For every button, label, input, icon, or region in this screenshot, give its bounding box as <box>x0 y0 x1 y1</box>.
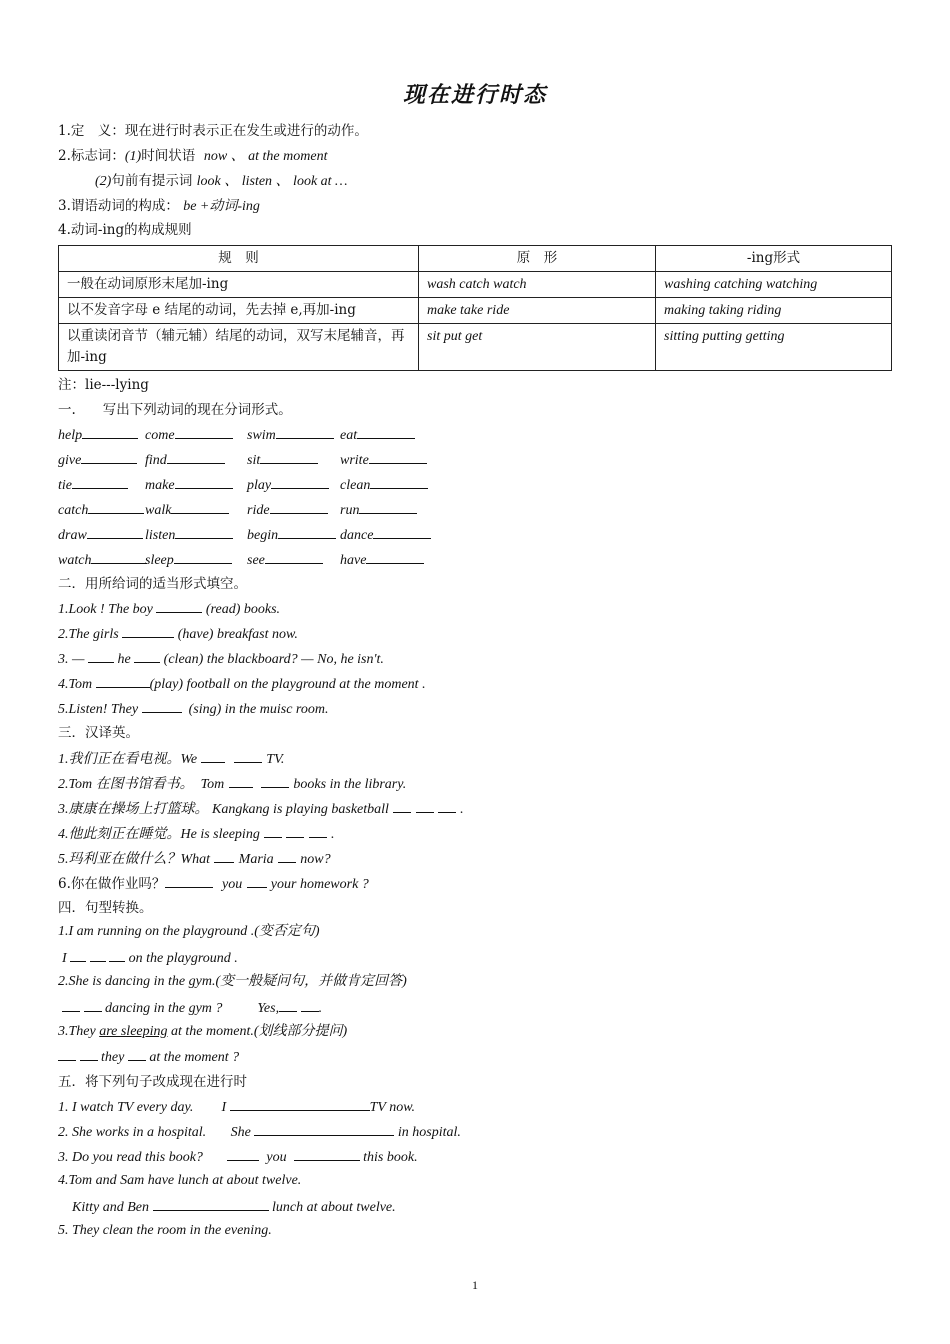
answer-blank[interactable] <box>261 774 289 788</box>
answer-blank[interactable] <box>279 998 297 1012</box>
verb-item: see <box>247 550 323 570</box>
answer-blank[interactable] <box>247 874 267 888</box>
verb-item: watch <box>58 550 147 570</box>
verb-item: come <box>145 425 233 445</box>
answer-blank[interactable] <box>165 874 213 888</box>
answer-blank[interactable] <box>357 425 415 439</box>
answer-blank[interactable] <box>81 450 137 464</box>
verb-item: find <box>145 450 225 470</box>
verb-item: dance <box>340 525 431 545</box>
answer-blank[interactable] <box>175 425 233 439</box>
answer-blank[interactable] <box>309 824 327 838</box>
answer-blank[interactable] <box>229 774 253 788</box>
answer-blank[interactable] <box>88 500 144 514</box>
verb-item: ride <box>247 500 328 520</box>
answer-blank[interactable] <box>234 749 262 763</box>
answer-blank[interactable] <box>87 525 143 539</box>
transform-question: 3.They are sleeping at the moment.(划线部分提问) <box>58 1024 348 1039</box>
answer-blank[interactable] <box>201 749 225 763</box>
answer-blank[interactable] <box>80 1047 98 1061</box>
answer-blank[interactable] <box>62 998 80 1012</box>
verb-item: write <box>340 450 427 470</box>
fill-blank-item: 1.Look ! The boy (read) books. <box>58 599 280 619</box>
table-cell: washing catching watching <box>656 272 892 298</box>
answer-blank[interactable] <box>90 948 106 962</box>
answer-blank[interactable] <box>156 599 202 613</box>
table-header-cell: -ing形式 <box>656 246 892 272</box>
table-header-row <box>59 246 892 272</box>
translate-item: 6.你在做作业吗？ you your homework ? <box>58 876 369 892</box>
answer-blank[interactable] <box>366 550 424 564</box>
verb-item: begin <box>247 525 336 545</box>
underlined-phrase: are sleeping <box>99 1024 168 1039</box>
answer-blank[interactable] <box>128 1047 146 1061</box>
answer-blank[interactable] <box>294 1147 360 1161</box>
table-cell: making taking riding <box>656 298 892 324</box>
translate-item: 2.Tom 在图书馆看书。 Tom books in the library. <box>58 774 406 794</box>
verb-item: listen <box>145 525 233 545</box>
translate-item: 5.玛利亚在做什么？What Maria now? <box>58 849 331 869</box>
answer-blank[interactable] <box>88 649 114 663</box>
table-row <box>59 298 892 324</box>
answer-blank[interactable] <box>271 475 329 489</box>
answer-blank[interactable] <box>230 1097 370 1111</box>
table-cell: 以重读闭音节（辅元辅）结尾的动词，双写末尾辅音，再加-ing <box>59 324 419 371</box>
structure-line: 3.谓语动词的构成： be +动词-ing <box>58 198 260 214</box>
rewrite-item: 2. She works in a hospital. She in hospital. <box>58 1122 461 1142</box>
verb-item: walk <box>145 500 229 520</box>
fill-blank-item: 2.The girls (have) breakfast now. <box>58 624 298 644</box>
answer-blank[interactable] <box>122 624 174 638</box>
fill-blank-item: 5.Listen! They (sing) in the muisc room. <box>58 699 328 719</box>
signal-words-line-1: 2.标志词：(1)时间状语 now 、 at the moment <box>58 148 328 164</box>
section-3-title: 三．汉译英。 <box>58 725 139 741</box>
rewrite-item: 3. Do you read this book? you this book. <box>58 1147 418 1167</box>
answer-blank[interactable] <box>260 450 318 464</box>
verb-item: make <box>145 475 233 495</box>
translate-item: 4.他此刻正在睡觉。He is sleeping . <box>58 824 335 844</box>
answer-blank[interactable] <box>91 550 147 564</box>
answer-blank[interactable] <box>265 550 323 564</box>
rewrite-item: 4.Tom and Sam have lunch at about twelve. <box>58 1173 302 1188</box>
note-line: 注：lie---lying <box>58 377 149 393</box>
answer-blank[interactable] <box>254 1122 394 1136</box>
verb-item: sit <box>247 450 318 470</box>
answer-blank[interactable] <box>286 824 304 838</box>
answer-blank[interactable] <box>270 500 328 514</box>
answer-blank[interactable] <box>82 425 138 439</box>
answer-blank[interactable] <box>58 1047 76 1061</box>
answer-blank[interactable] <box>278 849 296 863</box>
answer-blank[interactable] <box>70 948 86 962</box>
translate-item: 1.我们正在看电视。We TV. <box>58 749 284 769</box>
answer-blank[interactable] <box>393 799 411 813</box>
answer-blank[interactable] <box>175 475 233 489</box>
page-number: 1 <box>472 1278 478 1292</box>
answer-blank[interactable] <box>72 475 128 489</box>
answer-blank[interactable] <box>214 849 234 863</box>
answer-blank[interactable] <box>153 1197 269 1211</box>
answer-blank[interactable] <box>370 475 428 489</box>
table-cell: 一般在动词原形末尾加-ing <box>59 272 419 298</box>
transform-question: 1.I am running on the playground .(变否定句) <box>58 924 320 939</box>
answer-blank[interactable] <box>167 450 225 464</box>
table-row <box>59 324 892 371</box>
section-2-title: 二．用所给词的适当形式填空。 <box>58 576 247 592</box>
verb-item: have <box>340 550 424 570</box>
rewrite-item: 1. I watch TV every day. I TV now. <box>58 1097 415 1117</box>
verb-item: play <box>247 475 329 495</box>
answer-blank[interactable] <box>301 998 319 1012</box>
rewrite-answer: Kitty and Ben lunch at about twelve. <box>72 1197 396 1217</box>
table-cell: sit put get <box>419 324 656 371</box>
answer-blank[interactable] <box>438 799 456 813</box>
verb-item: give <box>58 450 137 470</box>
verb-item: sleep <box>145 550 232 570</box>
answer-blank[interactable] <box>227 1147 259 1161</box>
rule-heading: 4.动词-ing的构成规则 <box>58 222 192 238</box>
verb-item: tie <box>58 475 128 495</box>
table-row <box>59 272 892 298</box>
answer-blank[interactable] <box>359 500 417 514</box>
answer-blank[interactable] <box>373 525 431 539</box>
table-cell: make take ride <box>419 298 656 324</box>
answer-blank[interactable] <box>142 699 182 713</box>
fill-blank-item: 4.Tom (play) football on the playground at the moment . <box>58 674 426 694</box>
transform-answer: they at the moment ? <box>58 1047 239 1067</box>
answer-blank[interactable] <box>264 824 282 838</box>
verb-item: run <box>340 500 417 520</box>
answer-blank[interactable] <box>96 674 150 688</box>
ing-rules-table <box>58 245 892 371</box>
section-1-title: 一. 写出下列动词的现在分词形式。 <box>58 402 292 418</box>
translate-item: 3.康康在操场上打篮球。 Kangkang is playing basketball . <box>58 799 464 819</box>
definition-line: 1.定 义：现在进行时表示正在发生或进行的动作。 <box>58 123 368 139</box>
answer-blank[interactable] <box>278 525 336 539</box>
answer-blank[interactable] <box>369 450 427 464</box>
table-cell: wash catch watch <box>419 272 656 298</box>
verb-item: draw <box>58 525 143 545</box>
answer-blank[interactable] <box>171 500 229 514</box>
answer-blank[interactable] <box>276 425 334 439</box>
page-title: 现在进行时态 <box>402 82 547 108</box>
table-cell: sitting putting getting <box>656 324 892 371</box>
verb-item: clean <box>340 475 428 495</box>
verb-item: swim <box>247 425 334 445</box>
verb-item: catch <box>58 500 144 520</box>
table-cell: 以不发音字母 e 结尾的动词，先去掉 e,再加-ing <box>59 298 419 324</box>
answer-blank[interactable] <box>174 550 232 564</box>
transform-question: 2.She is dancing in the gym.(变一般疑问句，并做肯定回答) <box>58 974 407 989</box>
transform-answer: dancing in the gym ? Yes, . <box>62 998 322 1018</box>
verb-item: eat <box>340 425 415 445</box>
table-header-cell: 规 则 <box>59 246 419 272</box>
answer-blank[interactable] <box>109 948 125 962</box>
answer-blank[interactable] <box>416 799 434 813</box>
table-header-cell: 原 形 <box>419 246 656 272</box>
rewrite-item: 5. They clean the room in the evening. <box>58 1223 272 1238</box>
signal-words-line-2: (2)句前有提示词 look 、 listen 、 look at … <box>95 173 348 189</box>
fill-blank-item: 3. — he (clean) the blackboard? — No, he isn't. <box>58 649 384 669</box>
answer-blank[interactable] <box>134 649 160 663</box>
answer-blank[interactable] <box>175 525 233 539</box>
section-4-title: 四．句型转换。 <box>58 900 153 916</box>
section-5-title: 五．将下列句子改成现在进行时 <box>58 1074 247 1090</box>
verb-item: help <box>58 425 138 445</box>
answer-blank[interactable] <box>84 998 102 1012</box>
transform-answer: I on the playground . <box>62 948 238 968</box>
